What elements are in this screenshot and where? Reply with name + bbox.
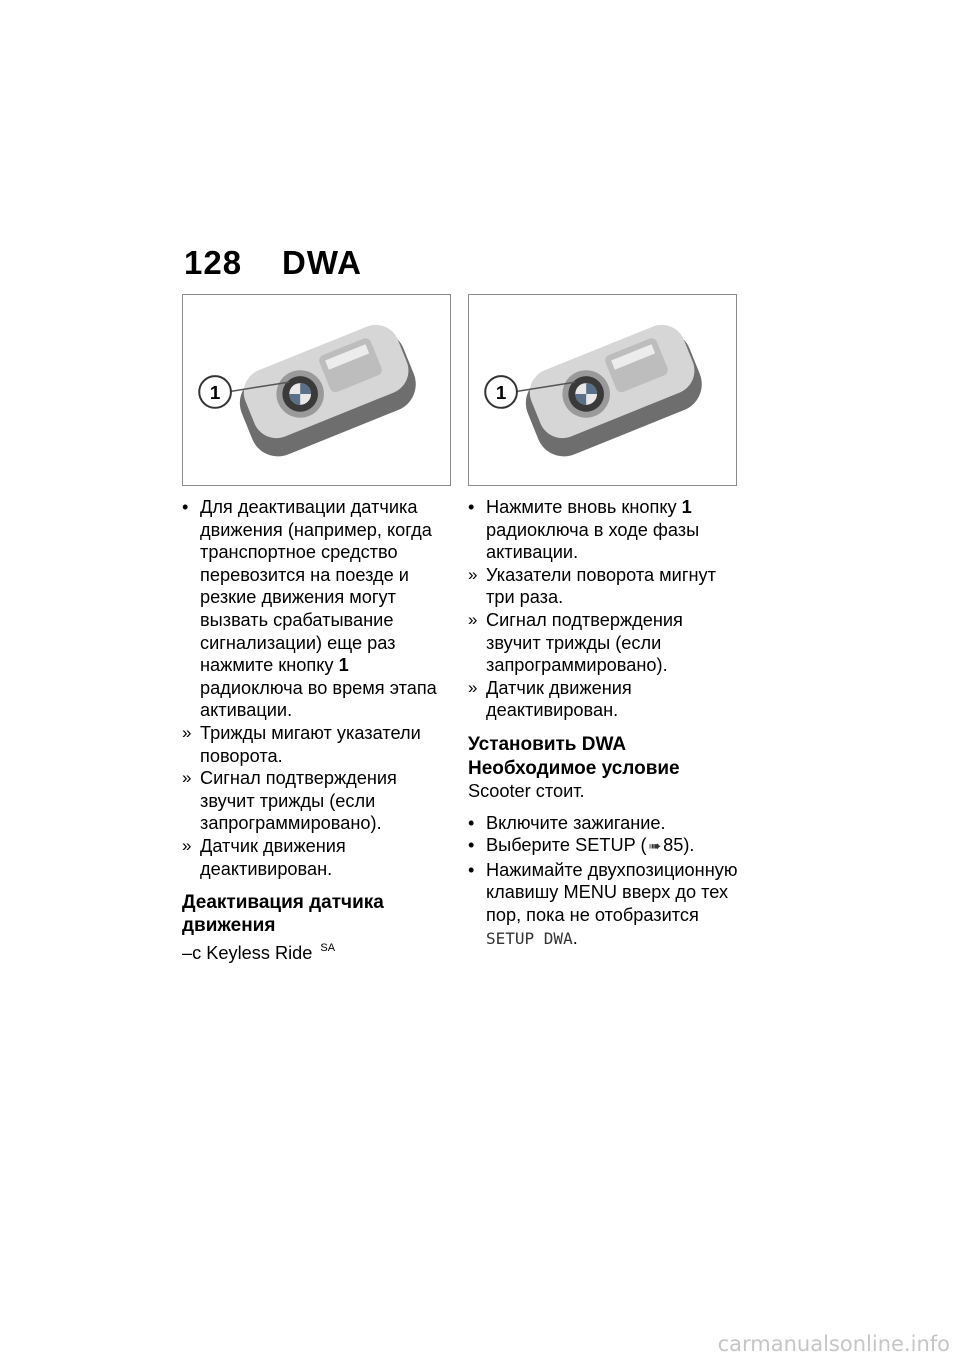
bullet-marker: • <box>182 497 189 517</box>
key-fob-illustration <box>183 295 450 485</box>
bullet-marker: • <box>468 835 475 856</box>
section-heading: Установить DWA <box>468 733 627 755</box>
result-marker: » <box>468 677 478 697</box>
prerequisite-heading: Необходимое условие <box>468 757 680 779</box>
instruction-step <box>468 859 740 950</box>
result-marker: » <box>468 564 478 584</box>
step-text: Нажимайте двухпозиционную клавишу MENU вверх до тех пор, пока не отобразится <box>486 859 738 925</box>
prerequisite-text: Scooter стоит. <box>468 780 585 801</box>
instruction-step <box>468 812 740 835</box>
item-reference: 1 <box>338 655 349 676</box>
option-text: с Keyless Ride <box>192 943 313 964</box>
step-text: радиоключа в ходе фазы активации. <box>486 519 700 563</box>
result-text: Сигнал подтверждения звучит трижды (если запрограммировано). <box>486 609 683 676</box>
section-heading: Деактивация датчика движения <box>182 892 384 937</box>
instruction-step <box>468 496 740 564</box>
result-item <box>468 677 740 722</box>
key-fob-figure-right <box>468 294 737 486</box>
option-line <box>182 937 454 965</box>
result-item <box>182 767 454 835</box>
step-text: радиоключа во время этапа активации. <box>200 677 437 721</box>
result-item <box>468 564 740 609</box>
page-number: 128 <box>184 244 243 281</box>
bullet-marker: • <box>468 812 475 833</box>
step-text: Нажмите вновь кнопку <box>486 497 682 517</box>
instruction-step <box>468 834 740 859</box>
bullet-marker: • <box>468 497 475 517</box>
left-column <box>182 496 454 965</box>
result-marker: » <box>182 768 192 788</box>
page-reference: 85 <box>663 835 684 856</box>
result-text: Датчик движения деактивирован. <box>200 835 346 879</box>
special-equipment-badge: SA <box>320 942 336 955</box>
result-item <box>182 722 454 767</box>
result-item <box>468 609 740 677</box>
result-text: Трижды мигают указатели поворота. <box>200 722 421 766</box>
watermark: carmanualsonline.info <box>717 1332 950 1356</box>
result-text: Сигнал подтверждения звучит трижды (если запрограммировано). <box>200 768 397 834</box>
key-fob-illustration <box>469 295 736 485</box>
result-marker: » <box>182 835 192 855</box>
step-text: ). <box>683 835 695 856</box>
step-text: Для деактивации датчика движения (например, когда транспортное средство перевозится на поезде и резкие движения могут вызвать срабатывание сигнализации) еще раз нажмите кнопку <box>200 497 432 676</box>
result-item <box>182 835 454 880</box>
callout-number: 1 <box>209 381 221 403</box>
step-text: . <box>572 927 578 948</box>
section-title: DWA <box>282 244 362 281</box>
result-marker: » <box>468 609 478 629</box>
option-dash: – <box>182 943 193 964</box>
key-fob-figure-left <box>182 294 451 486</box>
display-text: SETUP DWA <box>486 928 573 948</box>
step-text: Включите зажигание. <box>486 812 666 833</box>
result-text: Датчик движения деактивирован. <box>486 677 632 721</box>
result-marker: » <box>182 722 192 742</box>
right-column <box>468 496 740 950</box>
arrow-right-icon: ➠ <box>648 838 662 856</box>
item-reference: 1 <box>681 497 692 517</box>
step-text: Выберите SETUP ( <box>486 835 647 856</box>
bullet-marker: • <box>468 859 475 880</box>
instruction-step <box>182 496 454 722</box>
callout-number: 1 <box>495 381 507 403</box>
result-text: Указатели поворота мигнут три раза. <box>486 564 716 608</box>
